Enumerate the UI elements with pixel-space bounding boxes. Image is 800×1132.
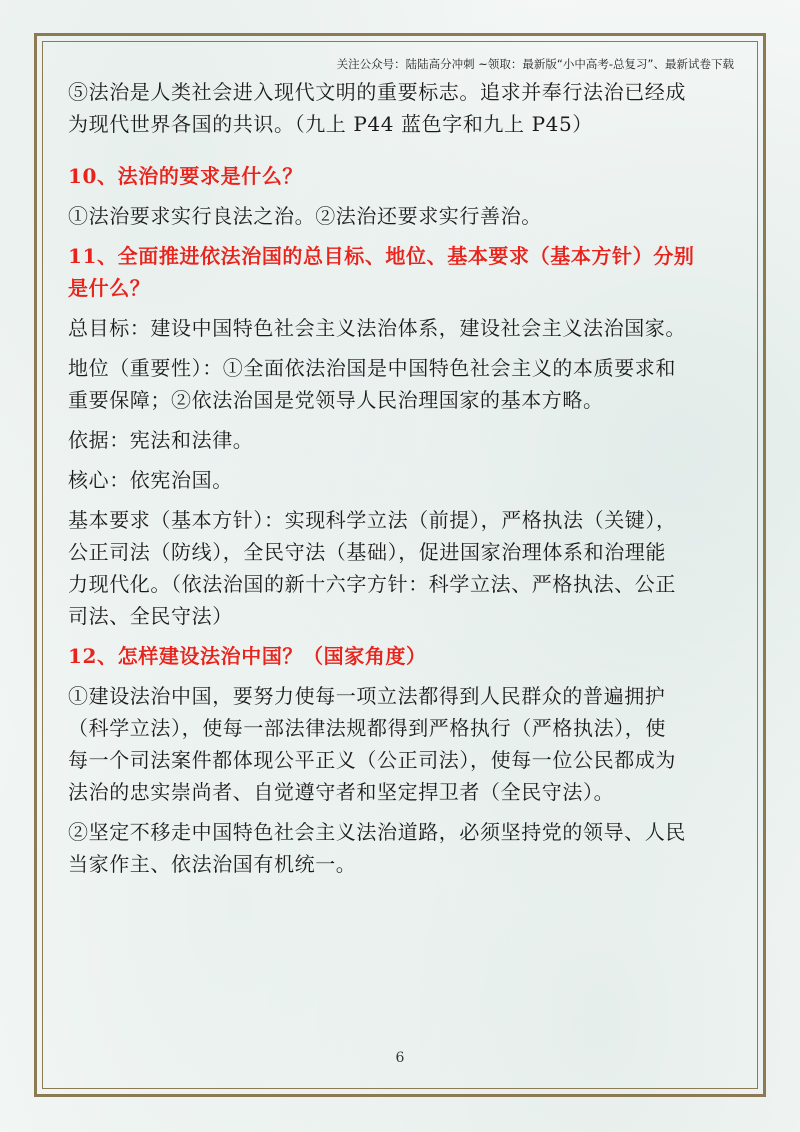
page-number: 6 [395, 1050, 405, 1066]
text-line: 为现代世界各国的共识。（九上 P44 蓝色字和九上 P45） [68, 112, 593, 136]
answer-line: 公正司法（防线），全民守法（基础），促进国家治理体系和治理能 [68, 540, 666, 564]
intro-paragraph [68, 76, 736, 140]
answer-line: 核心：依宪治国。 [68, 468, 233, 492]
answer-line: ②坚定不移走中国特色社会主义法治道路，必须坚持党的领导、人民 [68, 820, 686, 844]
text-line: ⑤法治是人类社会进入现代文明的重要标志。追求并奉行法治已经成 [68, 80, 686, 104]
answer-line: 依据：宪法和法律。 [68, 428, 254, 452]
answer-line: 总目标：建设中国特色社会主义法治体系，建设社会主义法治国家。 [68, 316, 686, 340]
answer-line: 司法、全民守法） [68, 604, 233, 628]
answer-line: 每一个司法案件都体现公平正义（公正司法），使每一位公民都成为 [68, 748, 676, 772]
answer-line: 重要保障；②依法治国是党领导人民治理国家的基本方略。 [68, 388, 604, 412]
answer-line: 力现代化。（依法治国的新十六字方针：科学立法、严格执法、公正 [68, 572, 676, 596]
header-note: 关注公众号：陆陆高分冲刺 ~领取：最新版“小中高考-总复习”、最新试卷下载 [336, 57, 734, 71]
question-title: 11、全面推进依法治国的总目标、地位、基本要求（基本方针）分别 [68, 244, 695, 268]
answer-line: （科学立法），使每一部法律法规都得到严格执行（严格执法），使 [68, 716, 666, 740]
question-12 [68, 640, 736, 880]
answer-line: ①建设法治中国，要努力使每一项立法都得到人民群众的普遍拥护 [68, 684, 666, 708]
answer-line: 基本要求（基本方针）：实现科学立法（前提），严格执法（关键）， [68, 508, 677, 532]
question-11 [68, 240, 736, 632]
question-10 [68, 160, 736, 232]
answer-line: ①法治要求实行良法之治。②法治还要求实行善治。 [68, 204, 542, 228]
answer-line: 地位（重要性）：①全面依法治国是中国特色社会主义的本质要求和 [68, 356, 676, 380]
answer-line: 当家作主、依法治国有机统一。 [68, 852, 357, 876]
question-title: 12、怎样建设法治中国？（国家角度） [68, 644, 427, 668]
question-title: 10、法治的要求是什么？ [68, 164, 304, 188]
question-title: 是什么？ [68, 276, 151, 300]
answer-line: 法治的忠实崇尚者、自觉遵守者和坚定捍卫者（全民守法）。 [68, 780, 615, 804]
document-body [68, 76, 736, 880]
